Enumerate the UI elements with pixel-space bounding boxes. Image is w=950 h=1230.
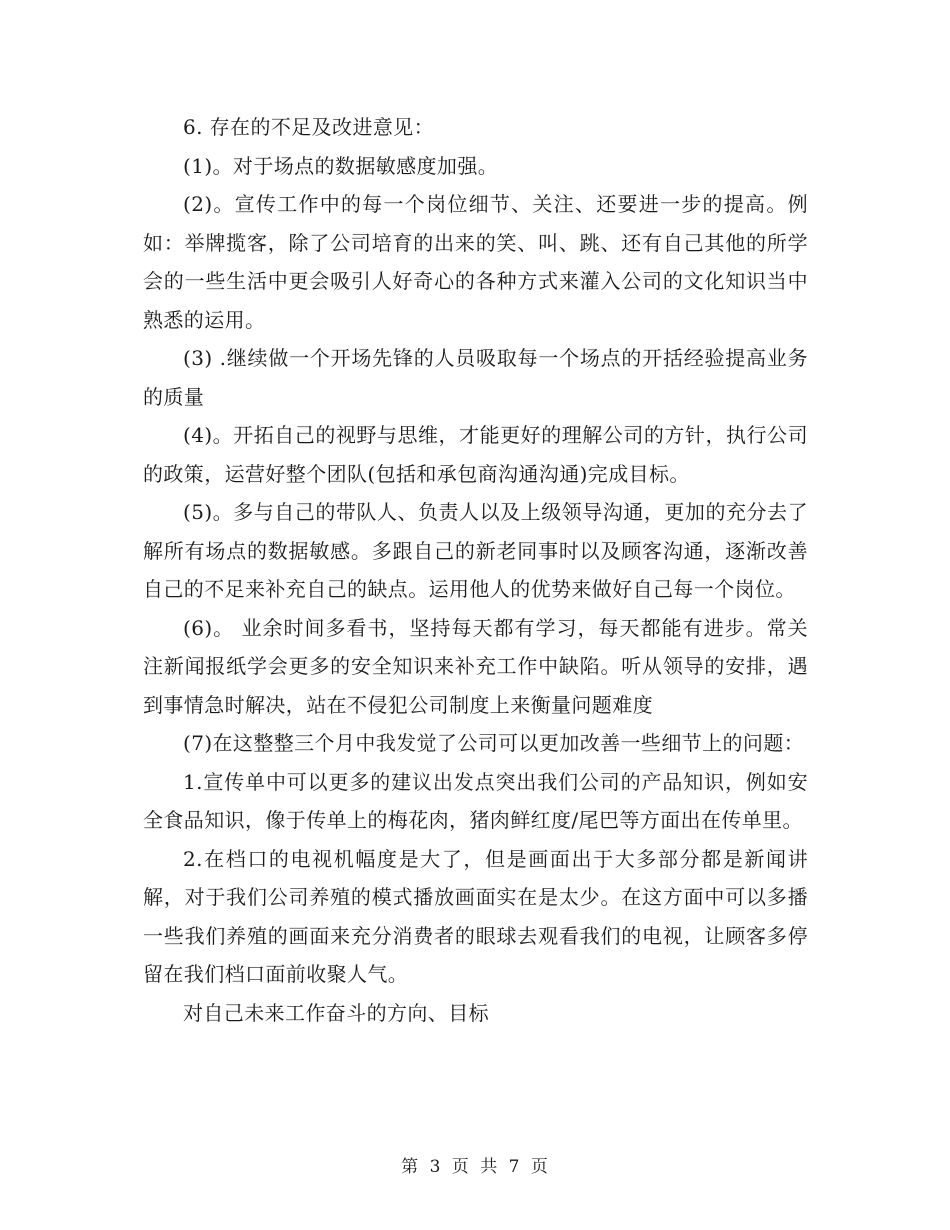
- document-body: [143, 108, 808, 1032]
- paragraph-item-3: (3) .继续做一个开场先锋的人员吸取每一个场点的开括经验提高业务的质量: [143, 346, 808, 409]
- paragraph-suggestion-2: 2.在档口的电视机幅度是大了，但是画面出于大多部分都是新闻讲解，对于我们公司养殖的模式播放画面实在是太少。在这方面中可以多播一些我们养殖的画面来充分消费者的眼球去观看我们的电视，让顾客多停留在我们档口面前收聚人气。: [143, 846, 808, 986]
- paragraph-item-5: (5)。多与自己的带队人、负责人以及上级领导沟通，更加的充分去了解所有场点的数据敏感。多跟自己的新老同事时以及顾客沟通，逐渐改善自己的不足来补充自己的缺点。运用他人的优势来做好自己每一个岗位。: [143, 500, 808, 601]
- page-number-footer: 第 3 页 共 7 页: [401, 1157, 549, 1177]
- paragraph-item-7: (7)在这整整三个月中我发觉了公司可以更加改善一些细节上的问题：: [183, 731, 805, 755]
- paragraph-item-2: (2)。宣传工作中的每一个岗位细节、关注、还要进一步的提高。例如：举牌揽客，除了公司培育的出来的笑、叫、跳、还有自己其他的所学会的一些生活中更会吸引人好奇心的各种方式来灌入公司的文化知识当中熟悉的运用。: [143, 192, 808, 332]
- paragraph-item-6: (6)。 业余时间多看书，坚持每天都有学习，每天都能有进步。常关注新闻报纸学会更多的安全知识来补充工作中缺陷。听从领导的安排，遇到事情急时解决，站在不侵犯公司制度上来衡量问题难度: [143, 615, 808, 717]
- paragraph-item-4: (4)。开拓自己的视野与思维，才能更好的理解公司的方针，执行公司的政策，运营好整个团队(包括和承包商沟通沟通)完成目标。: [143, 423, 808, 486]
- paragraph-section-heading: 6. 存在的不足及改进意见：: [183, 115, 435, 139]
- paragraph-future-goals-heading: 对自己未来工作奋斗的方向、目标: [183, 1000, 489, 1025]
- paragraph-suggestion-1: 1.宣传单中可以更多的建议出发点突出我们公司的产品知识，例如安全食品知识，像于传单上的梅花肉，猪肉鲜红度/尾巴等方面出在传单里。: [143, 769, 808, 832]
- paragraph-item-1: (1)。对于场点的数据敏感度加强。: [183, 153, 499, 178]
